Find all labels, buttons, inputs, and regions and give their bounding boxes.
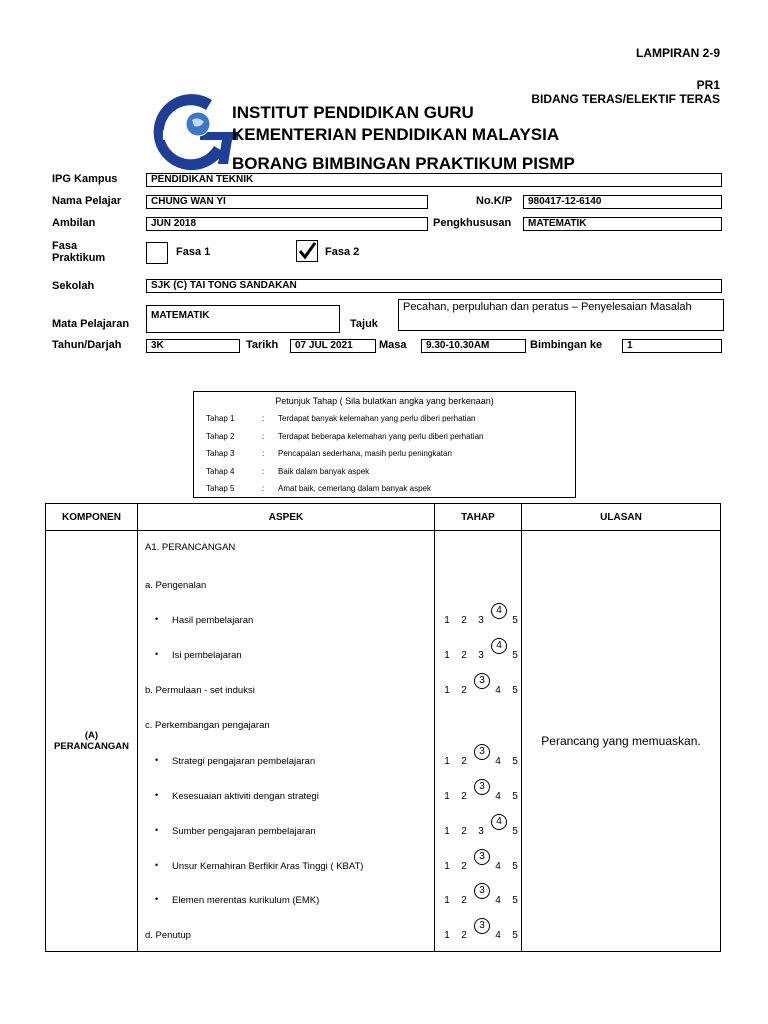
petunjuk-title: Petunjuk Tahap ( Sila bulatkan angka yang berkenaan) (275, 396, 494, 406)
tahap-option[interactable]: 5 (512, 895, 518, 906)
assessment-table (45, 503, 721, 952)
tahap-option[interactable]: 5 (512, 930, 518, 941)
tahap-selected[interactable]: 3 (474, 744, 490, 760)
bullet-icon: • (155, 825, 159, 835)
tajuk-label: Tajuk (350, 318, 378, 330)
tahap-option[interactable]: 1 (444, 930, 450, 941)
fasa1-checkbox[interactable] (146, 242, 168, 264)
tahap-option[interactable]: 2 (461, 930, 467, 941)
fasa1-label: Fasa 1 (176, 246, 211, 258)
petunjuk-tahap-box (193, 391, 576, 498)
tahap-level: Tahap 3 (206, 449, 235, 458)
aspek-item: Unsur Kemahiran Berfikir Aras Tinggi ( KBAT) (172, 861, 364, 872)
title-ministry: KEMENTERIAN PENDIDIKAN MALAYSIA (232, 125, 560, 144)
bullet-icon: • (155, 790, 159, 800)
masa-field[interactable]: 9.30-10.30AM (421, 339, 526, 353)
tahap-option[interactable]: 4 (495, 930, 501, 941)
tahap-option[interactable]: 2 (461, 861, 467, 872)
aspek-item: Elemen merentas kurikulum (EMK) (172, 895, 320, 906)
tahap-level: Tahap 4 (206, 466, 235, 476)
aspek-item: Isi pembelajaran (172, 650, 242, 661)
col-aspek: ASPEK (138, 504, 435, 531)
col-ulasan: ULASAN (522, 504, 721, 531)
tahap-selected[interactable]: 4 (491, 814, 507, 830)
bimbingan-label: Bimbingan ke (530, 339, 603, 351)
bidang-label: BIDANG TERAS/ELEKTIF TERAS (531, 92, 720, 106)
ulasan-text[interactable]: Perancang yang memuaskan. (541, 734, 701, 748)
logo-text: IPG (162, 127, 187, 143)
tahap-option[interactable]: 3 (478, 826, 484, 837)
aspek-item: Kesesuaian aktiviti dengan strategi (172, 791, 319, 802)
tahap-option[interactable]: 1 (444, 791, 450, 802)
komponen-cell (46, 531, 138, 952)
tahap-guide-row (206, 484, 566, 494)
tahap-scale[interactable] (441, 920, 521, 942)
col-tahap: TAHAP (435, 504, 522, 531)
tahap-scale[interactable] (441, 885, 521, 907)
bullet-icon: • (155, 614, 159, 624)
pengkhususan-field[interactable]: MATEMATIK (523, 217, 722, 231)
tahap-option[interactable]: 5 (512, 756, 518, 767)
tahap-option[interactable]: 4 (495, 756, 501, 767)
pengkhususan-label: Pengkhususan (433, 217, 512, 229)
tahap-selected[interactable]: 3 (474, 918, 490, 934)
aspek-item: d. Penutup (145, 930, 191, 941)
tahun-darjah-field[interactable]: 3K (146, 339, 240, 353)
tahap-option[interactable]: 2 (461, 826, 467, 837)
tahap-option[interactable]: 2 (461, 650, 467, 661)
bullet-icon: • (155, 894, 159, 904)
tahap-cell (435, 531, 522, 952)
tahap-guide-row (206, 449, 566, 459)
tahap-option[interactable]: 5 (512, 826, 518, 837)
tahap-selected[interactable]: 4 (491, 638, 507, 654)
fasa2-label: Fasa 2 (325, 246, 360, 258)
tahap-option[interactable]: 2 (461, 685, 467, 696)
mata-pelajaran-field[interactable]: MATEMATIK (146, 305, 340, 333)
tahap-sep: : (262, 484, 265, 493)
nama-label: Nama Pelajar (52, 195, 122, 207)
tahap-selected[interactable]: 3 (474, 673, 490, 689)
check-icon (297, 241, 317, 261)
tahap-selected[interactable]: 4 (491, 603, 507, 619)
tahap-desc: Terdapat beberapa kelemahan yang perlu diberi perhatian (278, 431, 484, 441)
tahap-option[interactable]: 3 (478, 650, 484, 661)
aspek-item: Hasil pembelajaran (172, 615, 254, 626)
aspek-item: Sumber pengajaran pembelajaran (172, 826, 316, 837)
tahap-guide-row (206, 467, 566, 477)
aspek-item: b. Permulaan - set induksi (145, 685, 255, 696)
tahap-sep: : (262, 449, 265, 458)
tahap-option[interactable]: 5 (512, 685, 518, 696)
ipg-kampus-label: IPG Kampus (52, 173, 118, 185)
tahap-desc: Baik dalam banyak aspek (278, 466, 370, 476)
komponen-name: PERANCANGAN (54, 741, 129, 752)
tahap-option[interactable]: 4 (495, 685, 501, 696)
tahap-option[interactable]: 1 (444, 895, 450, 906)
ambilan-label: Ambilan (52, 217, 96, 229)
tahap-option[interactable]: 5 (512, 791, 518, 802)
tahun-darjah-label: Tahun/Darjah (52, 339, 122, 351)
fasa2-checkbox[interactable] (296, 240, 318, 262)
tahap-option[interactable]: 1 (444, 650, 450, 661)
ipg-logo (152, 92, 242, 174)
tahap-desc: Amat baik, cemerlang dalam banyak aspek (278, 484, 431, 493)
tahap-desc: Pencapaian sederhana, masih perlu peningkatan (278, 449, 452, 458)
tahap-selected[interactable]: 3 (474, 779, 490, 795)
tahap-option[interactable]: 4 (495, 791, 501, 802)
tahap-option[interactable]: 5 (512, 861, 518, 872)
bullet-icon: • (155, 755, 159, 765)
tahap-option[interactable]: 1 (444, 685, 450, 696)
aspek-item: c. Perkembangan pengajaran (145, 720, 270, 731)
tahap-desc: Terdapat banyak kelemahan yang perlu diberi perhatian (278, 414, 476, 423)
tajuk-field[interactable]: Pecahan, perpuluhan dan peratus – Penyelesaian Masalah (398, 299, 724, 331)
pr-label: PR1 (696, 78, 720, 92)
nokp-label: No.K/P (476, 195, 513, 207)
lampiran-label: LAMPIRAN 2-9 (635, 46, 720, 60)
ambilan-field[interactable]: JUN 2018 (146, 217, 428, 231)
tahap-option[interactable]: 2 (461, 615, 467, 626)
tahap-option[interactable]: 1 (444, 615, 450, 626)
tahap-guide-row (206, 432, 566, 442)
tahap-option[interactable]: 5 (512, 650, 518, 661)
praktikum-label: Praktikum (52, 252, 106, 264)
tahap-option[interactable]: 4 (495, 861, 501, 872)
tahap-option[interactable]: 1 (444, 861, 450, 872)
tahap-scale[interactable] (441, 746, 521, 768)
tahap-option[interactable]: 2 (461, 756, 467, 767)
tahap-option[interactable]: 2 (461, 791, 467, 802)
sekolah-field[interactable]: SJK (C) TAI TONG SANDAKAN (146, 279, 722, 293)
aspek-cell (138, 531, 435, 952)
tahap-scale[interactable] (441, 851, 521, 873)
masa-label: Masa (379, 339, 407, 351)
tahap-level: Tahap 1 (206, 414, 235, 423)
section-title: A1. PERANCANGAN (145, 542, 236, 553)
tahap-option[interactable]: 1 (444, 756, 450, 767)
tahap-option[interactable]: 3 (478, 615, 484, 626)
tahap-level: Tahap 5 (206, 484, 235, 493)
tahap-scale[interactable] (441, 781, 521, 803)
tahap-scale[interactable] (441, 816, 521, 838)
tahap-scale[interactable] (441, 605, 521, 627)
ipg-kampus-field[interactable]: PENDIDIKAN TEKNIK (146, 173, 722, 187)
col-komponen: KOMPONEN (46, 504, 138, 531)
bimbingan-field[interactable]: 1 (622, 339, 722, 353)
tahap-option[interactable]: 1 (444, 826, 450, 837)
nokp-field[interactable]: 980417-12-6140 (523, 195, 722, 209)
tahap-sep: : (262, 431, 265, 441)
nama-field[interactable]: CHUNG WAN YI (146, 195, 428, 209)
bullet-icon: • (155, 649, 159, 659)
aspek-item: Strategi pengajaran pembelajaran (172, 756, 316, 767)
tahap-option[interactable]: 4 (495, 895, 501, 906)
tahap-sep: : (262, 414, 265, 423)
aspek-item: a. Pengenalan (145, 580, 207, 591)
komponen-code: (A) (84, 730, 99, 741)
fasa-label: Fasa (52, 240, 78, 252)
mata-pelajaran-label: Mata Pelajaran (52, 318, 130, 330)
tahap-sep: : (262, 466, 265, 476)
bullet-icon: • (155, 860, 159, 870)
tahap-selected[interactable]: 3 (474, 883, 490, 899)
tahap-option[interactable]: 2 (461, 895, 467, 906)
tahap-selected[interactable]: 3 (474, 849, 490, 865)
tahap-scale[interactable] (441, 675, 521, 697)
ipg-logo-icon (152, 92, 242, 174)
tahap-scale[interactable] (441, 640, 521, 662)
title-form: BORANG BIMBINGAN PRAKTIKUM PISMP (232, 154, 575, 173)
tahap-level: Tahap 2 (206, 431, 235, 441)
tahap-guide-row (206, 414, 566, 424)
title-institute: INSTITUT PENDIDIKAN GURU (232, 103, 474, 122)
ulasan-cell (522, 531, 721, 952)
sekolah-label: Sekolah (52, 280, 95, 292)
tahap-option[interactable]: 5 (512, 615, 518, 626)
tarikh-field[interactable]: 07 JUL 2021 (290, 339, 376, 353)
tarikh-label: Tarikh (246, 339, 279, 351)
